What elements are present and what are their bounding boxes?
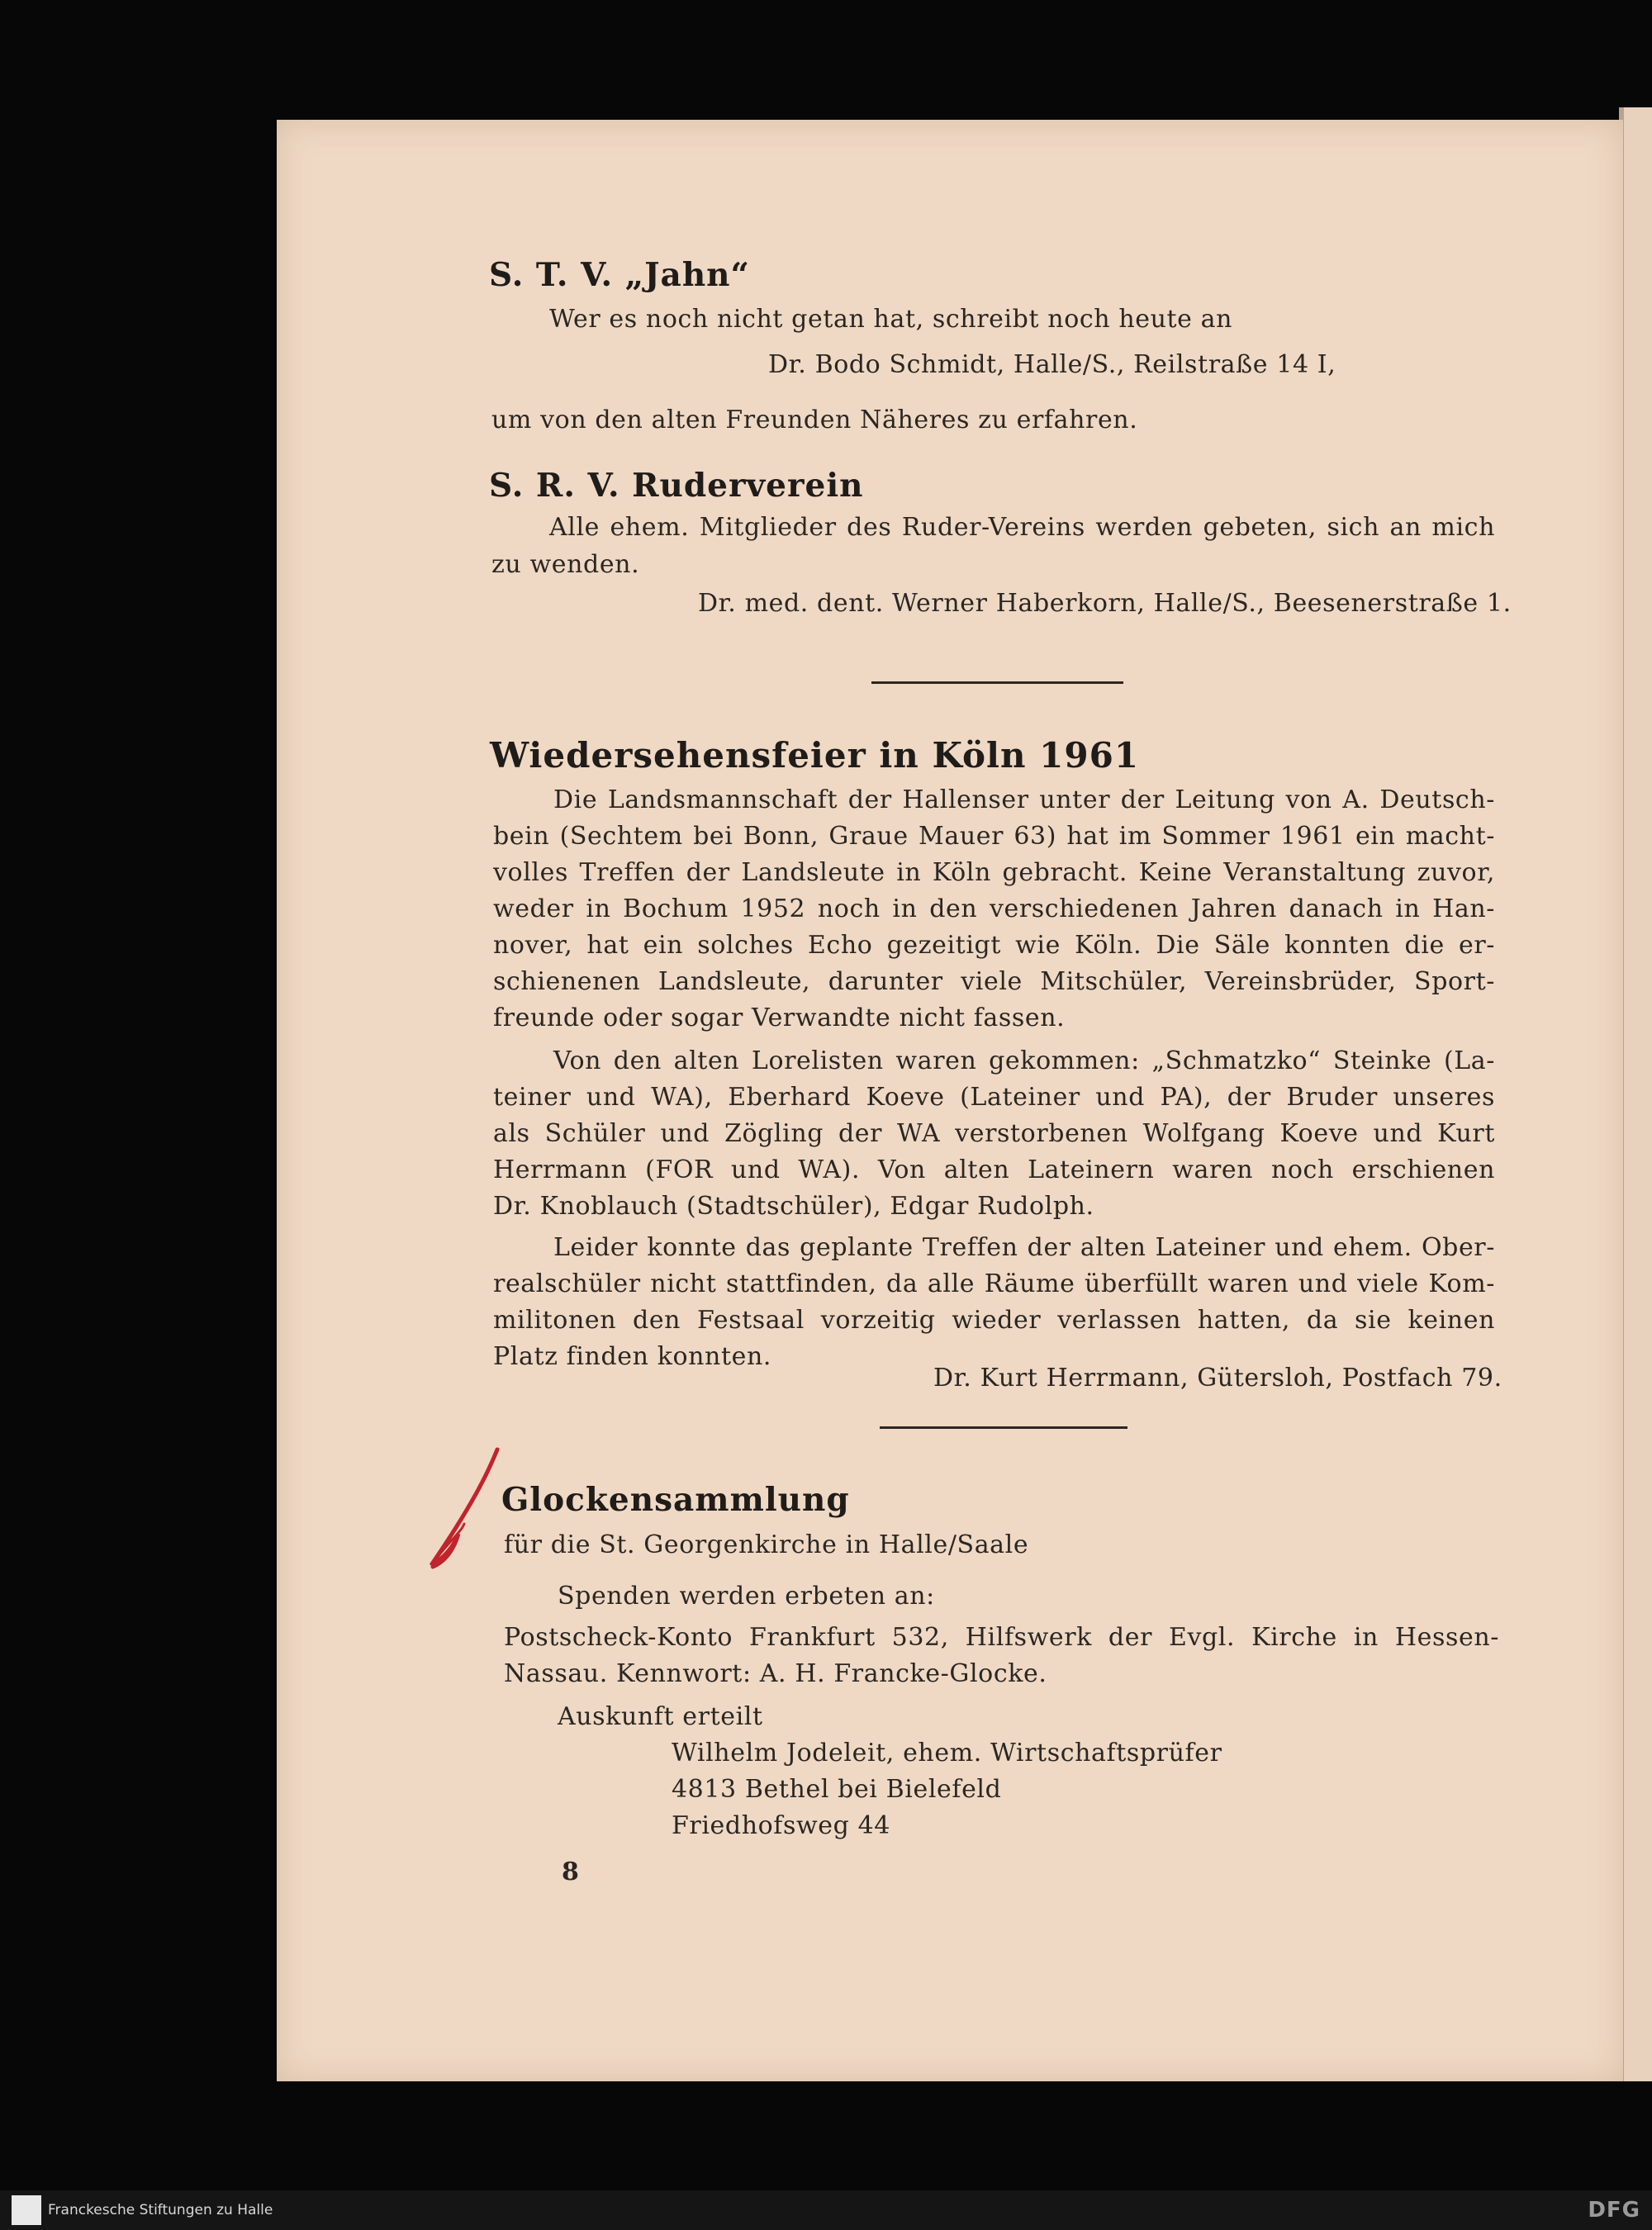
glocken-contact-line-2: 4813 Bethel bei Bielefeld <box>672 1775 1002 1804</box>
glocken-konto-line-2: Nassau. Kennwort: A. H. Francke-Glocke. <box>504 1659 1047 1688</box>
srv-heading: S. R. V. Ruderverein <box>489 467 864 505</box>
stv-heading: S. T. V. „Jahn“ <box>489 256 750 294</box>
srv-line-1: Alle ehem. Mitglieder des Ruder-Vereins werden gebeten, sich an mich <box>549 513 1495 542</box>
glocken-contact-line-1: Wilhelm Jodeleit, ehem. Wirtschaftsprüfer <box>672 1739 1222 1767</box>
section-divider-2 <box>880 1426 1127 1429</box>
srv-line-2: zu wenden. <box>491 550 640 579</box>
glocken-heading: Glockensammlung <box>501 1481 850 1519</box>
koeln-p2-line-2: teiner und WA), Eberhard Koeve (Lateiner und PA), der Bruder unseres <box>493 1083 1495 1112</box>
koeln-p3-line-4: Platz finden konnten. <box>493 1342 772 1371</box>
koeln-p3-line-1: Leider konnte das geplante Treffen der alten Lateiner und ehem. Ober- <box>553 1233 1495 1262</box>
koeln-p1-line-3: volles Treffen der Landsleute in Köln gebracht. Keine Veranstaltung zuvor, <box>493 858 1495 887</box>
koeln-p3-line-2: realschüler nicht stattfinden, da alle Räume überfüllt waren und viele Kom- <box>493 1269 1495 1298</box>
koeln-p2-line-1: Von den alten Lorelisten waren gekommen: „Schmatzko“ Steinke (La- <box>553 1046 1495 1075</box>
section-divider-1 <box>871 681 1123 684</box>
koeln-p1-line-5: nover, hat ein solches Echo gezeitigt wie Köln. Die Säle konnten die er- <box>493 931 1495 960</box>
institution-name: Franckesche Stiftungen zu Halle <box>48 2202 273 2218</box>
koeln-p1-line-6: schienenen Landsleute, darunter viele Mitschüler, Vereinsbrüder, Sport- <box>493 967 1495 996</box>
glocken-contact-line-3: Friedhofsweg 44 <box>672 1811 890 1840</box>
stv-line-1: Wer es noch nicht getan hat, schreibt noch heute an <box>549 305 1233 334</box>
glocken-line-1: Spenden werden erbeten an: <box>558 1582 935 1611</box>
koeln-p1-line-4: weder in Bochum 1952 noch in den verschiedenen Jahren danach in Han- <box>493 894 1495 923</box>
koeln-p2-line-4: Herrmann (FOR und WA). Von alten Lateinern waren noch erschienen <box>493 1155 1495 1184</box>
dfg-logo: DFG <box>1588 2198 1640 2223</box>
koeln-p3-line-3: militonen den Festsaal vorzeitig wieder verlassen hatten, da sie keinen <box>493 1306 1495 1335</box>
koeln-p2-line-3: als Schüler und Zögling der WA verstorbenen Wolfgang Koeve und Kurt <box>493 1119 1495 1148</box>
page-number: 8 <box>562 1858 580 1886</box>
glocken-auskunft: Auskunft erteilt <box>558 1702 763 1731</box>
glocken-subtitle: für die St. Georgenkirche in Halle/Saale <box>504 1530 1029 1559</box>
viewer-footer <box>0 2190 1652 2230</box>
stv-line-2: um von den alten Freunden Näheres zu erfahren. <box>491 406 1138 434</box>
koeln-heading: Wiedersehensfeier in Köln 1961 <box>490 735 1140 776</box>
koeln-p1-line-1: Die Landsmannschaft der Hallenser unter der Leitung von A. Deutsch- <box>553 785 1495 814</box>
koeln-p1-line-2: bein (Sechtem bei Bonn, Graue Mauer 63) hat im Sommer 1961 ein macht- <box>493 822 1495 851</box>
srv-signature: Dr. med. dent. Werner Haberkorn, Halle/S., Beesenerstraße 1. <box>698 589 1512 618</box>
koeln-p1-line-7: freunde oder sogar Verwandte nicht fassen. <box>493 1004 1066 1032</box>
institution-logo-icon <box>12 2195 41 2225</box>
adjacent-page-edge <box>1619 107 1652 2081</box>
document-page <box>277 120 1623 2081</box>
koeln-p2-line-5: Dr. Knoblauch (Stadtschüler), Edgar Rudolph. <box>493 1192 1094 1221</box>
glocken-konto-line-1: Postscheck-Konto Frankfurt 532, Hilfswerk der Evgl. Kirche in Hessen- <box>504 1623 1499 1652</box>
stv-address: Dr. Bodo Schmidt, Halle/S., Reilstraße 14 I, <box>768 350 1336 379</box>
koeln-signature: Dr. Kurt Herrmann, Gütersloh, Postfach 79. <box>933 1364 1502 1393</box>
